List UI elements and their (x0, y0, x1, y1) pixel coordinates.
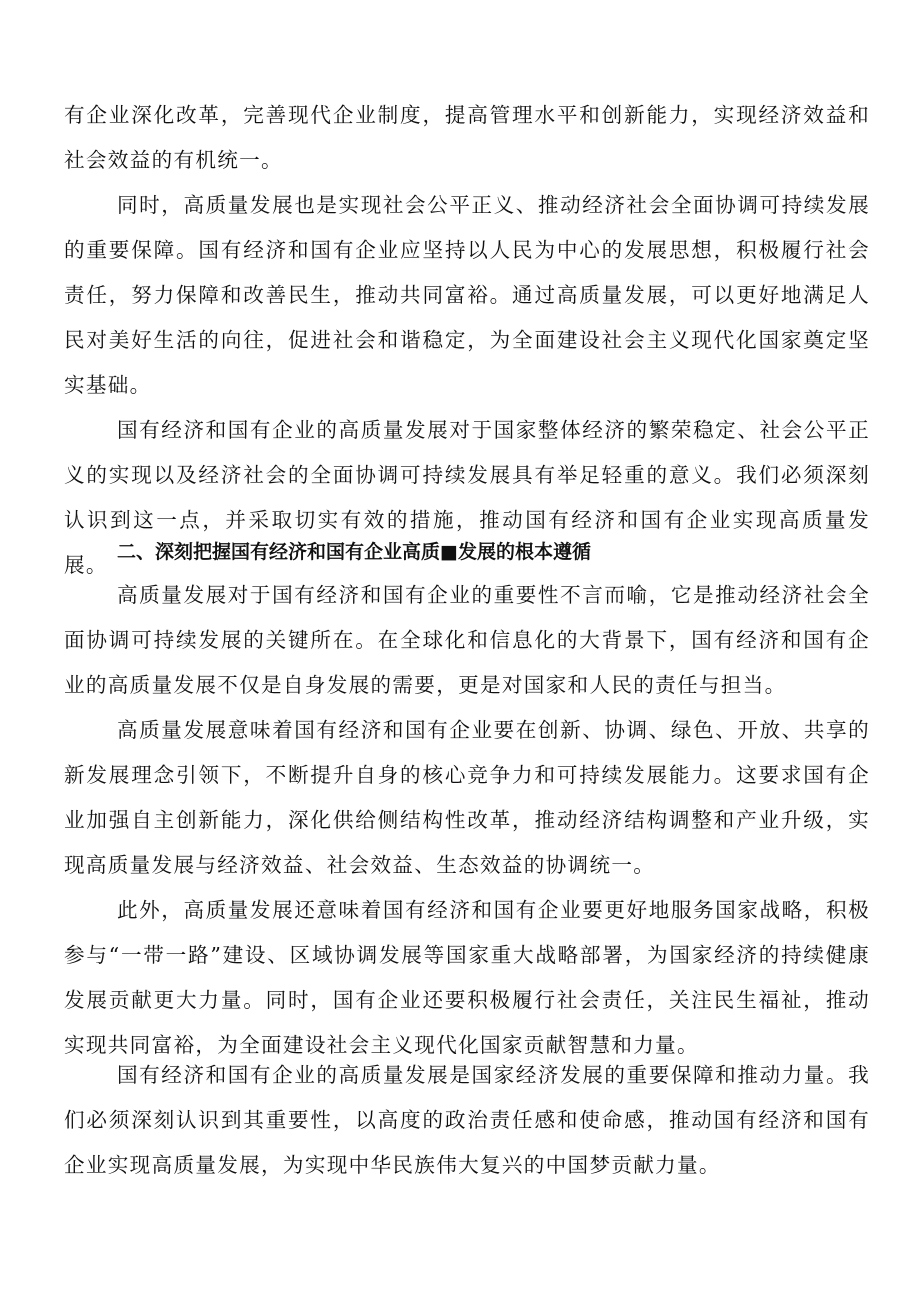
paragraph-new-concepts: 高质量发展意味着国有经济和国有企业要在创新、协调、绿色、开放、共享的新发展理念引领下，不断提升自身的核心竞争力和可持续发展能力。这要求国有企业加强自主创新能力，深化供给侧结构性改革，推动经济结构调整和产业升级，实现高质量发展与经济效益、社会效益、生态效益的协调统一。 (64, 718, 870, 877)
section-heading: 二、深刻把握国有经济和国有企业高质■发展的根本遵循 (117, 541, 591, 563)
paragraph-national-strategy: 此外，高质量发展还意味着国有经济和国有企业要更好地服务国家战略，积极参与“一带一路”建设、区域协调发展等国家重大战略部署，为国家经济的持续健康发展贡献更大力量。同时，国有企业还要积极履行社会责任，关注民生福祉，推动实现共同富裕，为全面建设社会主义现代化国家贡献智慧和力量。 (64, 898, 870, 1057)
paragraph-importance: 高质量发展对于国有经济和国有企业的重要性不言而喻，它是推动经济社会全面协调可持续发展的关键所在。在全球化和信息化的大背景下，国有经济和国有企业的高质量发展不仅是自身发展的需要，更是对国家和人民的责任与担当。 (64, 583, 870, 697)
paragraph-continuation: 有企业深化改革，完善现代企业制度，提高管理水平和创新能力，实现经济效益和社会效益的有机统一。 (64, 103, 870, 172)
paragraph-social-fairness: 同时，高质量发展也是实现社会公平正义、推动经济社会全面协调可持续发展的重要保障。国有经济和国有企业应坚持以人民为中心的发展思想，积极履行社会责任，努力保障和改善民生，推动共同富裕。通过高质量发展，可以更好地满足人民对美好生活的向往，促进社会和谐稳定，为全面建设社会主义现代化国家奠定坚实基础。 (64, 193, 870, 397)
paragraph-significance: 国有经济和国有企业的高质量发展对于国家整体经济的繁荣稳定、社会公平正义的实现以及经济社会的全面协调可持续发展具有举足轻重的意义。我们必须深刻认识到这一点，并采取切实有效的措施，推动国有经济和国有企业实现高质量发展。 (64, 418, 870, 577)
paragraph-conclusion: 国有经济和国有企业的高质量发展是国家经济发展的重要保障和推动力量。我们必须深刻认识到其重要性，以高度的政治责任感和使命感，推动国有经济和国有企业实现高质量发展，为实现中华民族伟大复兴的中国梦贡献力量。 (64, 1063, 870, 1177)
